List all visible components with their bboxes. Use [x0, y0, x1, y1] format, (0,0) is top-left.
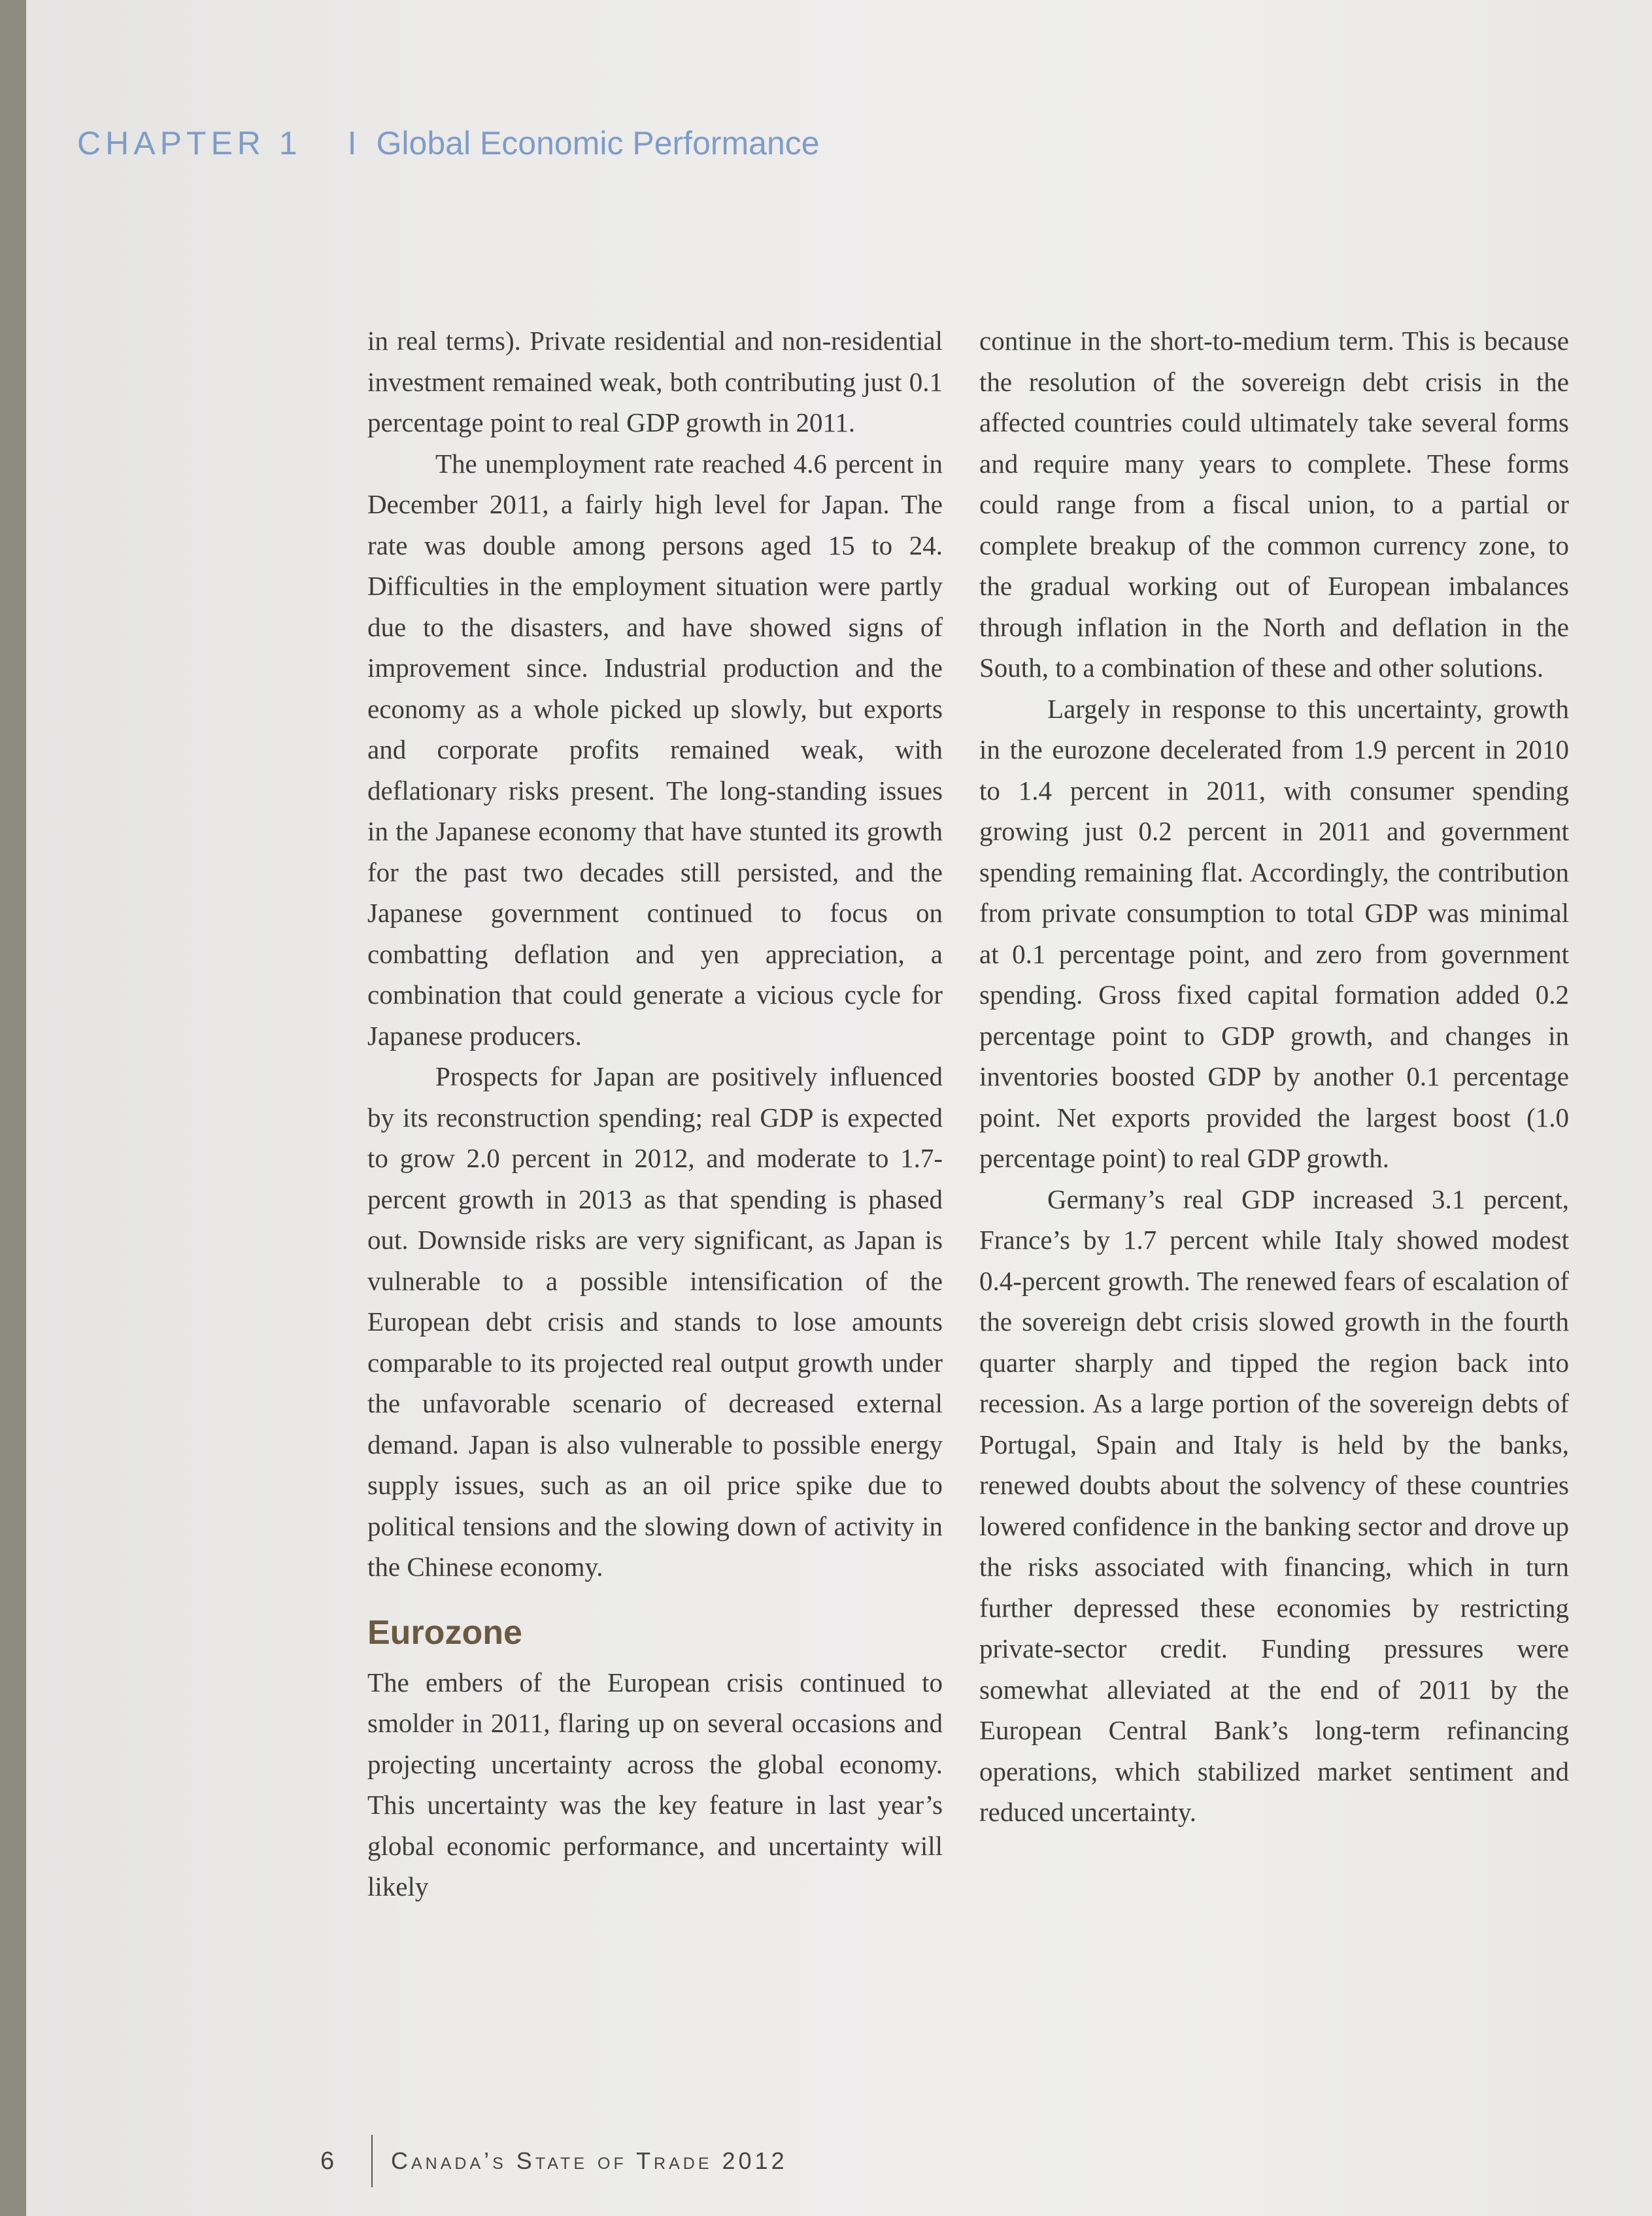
paragraph: continue in the short-to-medium term. This is because the resolution of the sovereign debt crisis in the affected countries could ultimately take several forms and require many years to complete. These forms could range from a fiscal union, to a partial or complete breakup of the common currency zone, to the gradual working out of European imbalances through inflation in the North and deflation in the South, to a combination of these and other solutions. — [979, 326, 1569, 683]
left-column — [367, 320, 943, 1907]
page-footer — [320, 2135, 788, 2187]
running-head — [77, 124, 820, 162]
paragraph: Germany’s real GDP increased 3.1 percent, France’s by 1.7 percent while Italy showed modest 0.4-percent growth. The renewed fears of escalation of the sovereign debt crisis slowed growth in the fourth quarter sharply and tipped the region back into recession. As a large portion of the sovereign debts of Portugal, Spain and Italy is held by the banks, renewed doubts about the solvency of these countries lowered confidence in the banking sector and drove up the risks associated with financing, which in turn further depressed these economies by restricting private-sector credit. Funding pressures were somewhat alleviated at the end of 2011 by the European Central Bank’s long-term refinancing operations, which stabilized market sentiment and reduced uncertainty. — [979, 1184, 1569, 1827]
paragraph: Prospects for Japan are positively influenced by its reconstruction spending; real GDP is expected to grow 2.0 percent in 2012, and moderate to 1.7-percent growth in 2013 as that spending is phased out. Downside risks are very significant, as Japan is vulnerable to a possible intensification of the European debt crisis and stands to lose amounts comparable to its projected real output growth under the unfavorable scenario of decreased external demand. Japan is also vulnerable to possible energy supply issues, such as an oil price spike due to political tensions and the slowing down of activity in the Chinese economy. — [367, 1061, 943, 1582]
paragraph: in real terms). Private residential and non-residential investment remained weak, both contributing just 0.1 percentage point to real GDP growth in 2011. — [367, 326, 943, 437]
chapter-label: CHAPTER 1 — [77, 125, 302, 162]
publication-title: Canada’s State of Trade 2012 — [391, 2147, 788, 2174]
paragraph: The embers of the European crisis continued to smolder in 2011, flaring up on several occasions and projecting uncertainty across the global economy. This uncertainty was the key feature in last year’s global economic performance, and uncertainty will likely — [367, 1667, 943, 1901]
chapter-title: Global Economic Performance — [376, 125, 820, 162]
page — [26, 0, 1652, 2216]
section-heading: Eurozone — [367, 1613, 522, 1652]
header-separator: I — [347, 125, 357, 162]
paragraph: The unemployment rate reached 4.6 percent in December 2011, a fairly high level for Japan. The rate was double among persons aged 15 to 24. Difficulties in the employment situation were partly due to the disasters, and have showed signs of improvement since. Industrial production and the economy as a whole picked up slowly, but exports and corporate profits remained weak, with deflationary risks present. The long-standing issues in the Japanese economy that have stunted its growth for the past two decades still persisted, and the Japanese government continued to focus on combatting deflation and yen appreciation, a combination that could generate a vicious cycle for Japanese producers. — [367, 448, 943, 1051]
footer-divider — [371, 2135, 373, 2187]
page-number: 6 — [320, 2147, 335, 2175]
paragraph: Largely in response to this uncertainty, growth in the eurozone decelerated from 1.9 percent in 2010 to 1.4 percent in 2011, with consumer spending growing just 0.2 percent in 2011 and government spending remaining flat. Accordingly, the contribution from private consumption to total GDP was minimal at 0.1 percentage point, and zero from government spending. Gross fixed capital formation added 0.2 percentage point to GDP growth, and changes in inventories boosted GDP by another 0.1 percentage point. Net exports provided the largest boost (1.0 percentage point) to real GDP growth. — [979, 693, 1569, 1173]
right-column — [979, 320, 1569, 1833]
